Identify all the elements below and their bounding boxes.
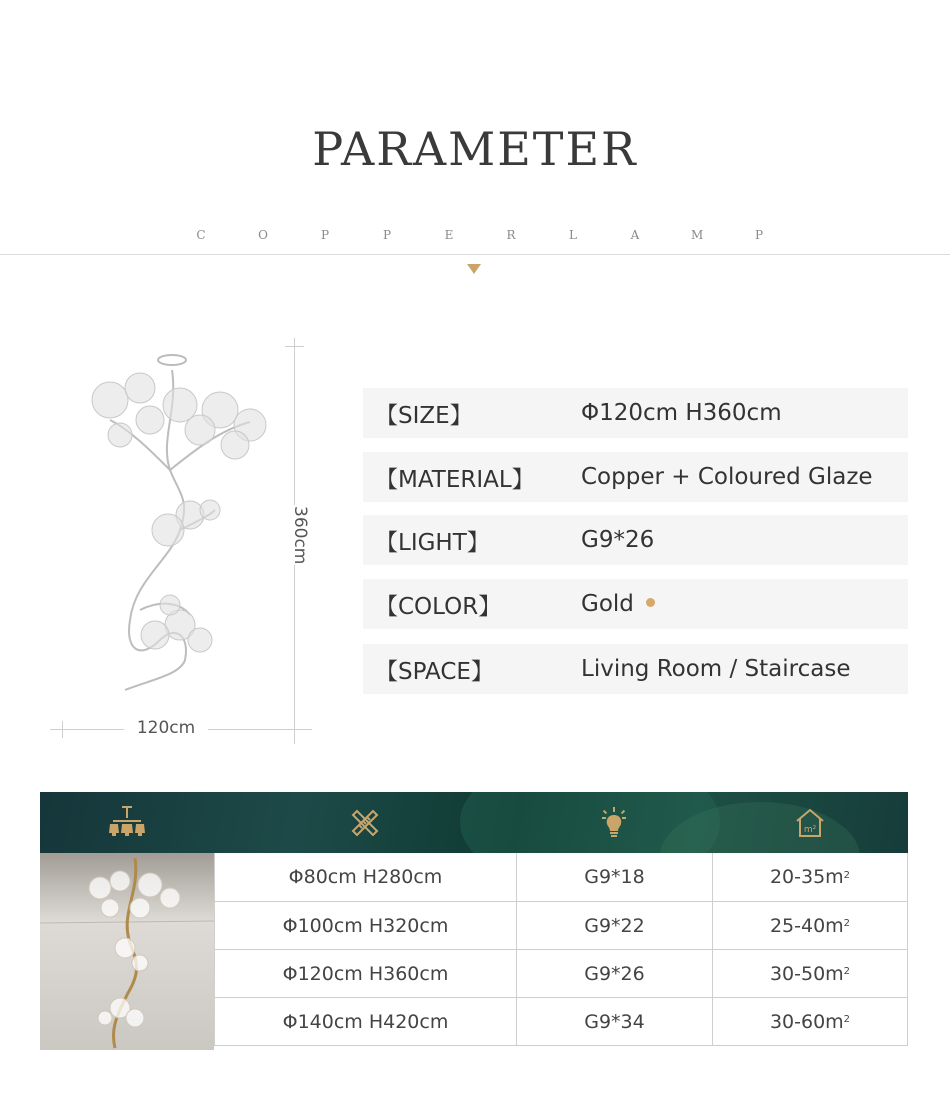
cell-area — [712, 853, 908, 901]
spec-value: G9*26 — [581, 527, 655, 553]
color-swatch-icon — [646, 598, 655, 607]
subtitle-copperlamp — [195, 228, 765, 242]
svg-text:m²: m² — [803, 824, 817, 835]
subtitle-letter: P — [320, 228, 330, 242]
area-value: 25-40m — [769, 914, 844, 937]
height-dimension-label: 360cm — [280, 505, 310, 565]
cell-area — [712, 998, 908, 1045]
spec-row-space — [363, 644, 908, 694]
spec-row-color — [363, 579, 908, 629]
header-cell-area — [712, 792, 908, 853]
size-table — [214, 853, 908, 1046]
width-dimension-label: 120cm — [124, 718, 208, 738]
subtitle-letter: R — [506, 228, 516, 242]
spec-value-color — [581, 591, 908, 617]
lamp-drawing — [40, 330, 320, 750]
section-divider — [0, 254, 950, 255]
product-photo — [40, 853, 214, 1050]
cell-area — [712, 902, 908, 949]
subtitle-letter: P — [754, 228, 764, 242]
spec-row-material — [363, 452, 908, 502]
area-value: 30-50m — [769, 962, 844, 985]
spec-key: 【SPACE】 — [375, 658, 494, 685]
subtitle-letter: L — [569, 228, 577, 242]
cell-light: G9*34 — [516, 998, 712, 1045]
subtitle-letter: O — [258, 228, 268, 242]
spec-key: 【COLOR】 — [375, 593, 502, 620]
cell-area — [712, 950, 908, 997]
lamp-illustration — [40, 330, 320, 750]
table-row — [214, 902, 908, 950]
area-unit-sup: 2 — [843, 869, 851, 881]
triangle-marker-icon — [467, 264, 481, 274]
cell-light: G9*26 — [516, 950, 712, 997]
table-row — [214, 853, 908, 902]
table-header — [40, 792, 908, 853]
header-cell-light — [516, 792, 712, 853]
spec-value: Φ120cm H360cm — [581, 400, 782, 426]
cell-size: Φ80cm H280cm — [214, 853, 516, 901]
ruler-pencil-icon — [349, 807, 381, 839]
cell-light: G9*18 — [516, 853, 712, 901]
table-row — [214, 998, 908, 1046]
spec-row-light — [363, 515, 908, 565]
area-unit-sup: 2 — [843, 918, 851, 929]
cell-light: G9*22 — [516, 902, 712, 949]
cell-size: Φ140cm H420cm — [214, 998, 516, 1045]
area-value: 30-60m — [769, 1010, 844, 1033]
chandelier-icon — [108, 806, 146, 840]
spec-value: Gold — [581, 591, 634, 617]
spec-key: 【MATERIAL】 — [375, 466, 535, 493]
spec-value: Living Room / Staircase — [581, 656, 851, 682]
spec-key: 【LIGHT】 — [375, 529, 490, 556]
area-value: 20-35m — [769, 866, 844, 888]
header-cell-size — [214, 792, 516, 853]
chandelier-photo — [40, 853, 214, 1050]
subtitle-letter: A — [630, 228, 640, 242]
house-area-icon — [794, 808, 826, 838]
cell-size: Φ100cm H320cm — [214, 902, 516, 949]
subtitle-letter: M — [691, 228, 704, 242]
spec-key: 【SIZE】 — [375, 402, 473, 429]
page-title: PARAMETER — [312, 122, 638, 176]
bulb-icon — [599, 807, 629, 839]
area-unit-sup: 2 — [843, 966, 851, 977]
subtitle-letter: P — [382, 228, 392, 242]
subtitle-letter: C — [196, 228, 206, 242]
spec-row-size — [363, 388, 908, 438]
header-cell-chandelier — [40, 792, 214, 853]
area-unit-sup: 2 — [843, 1014, 851, 1025]
spec-value: Copper + Coloured Glaze — [581, 464, 873, 490]
subtitle-letter: E — [444, 228, 454, 242]
cell-size: Φ120cm H360cm — [214, 950, 516, 997]
table-row — [214, 950, 908, 998]
